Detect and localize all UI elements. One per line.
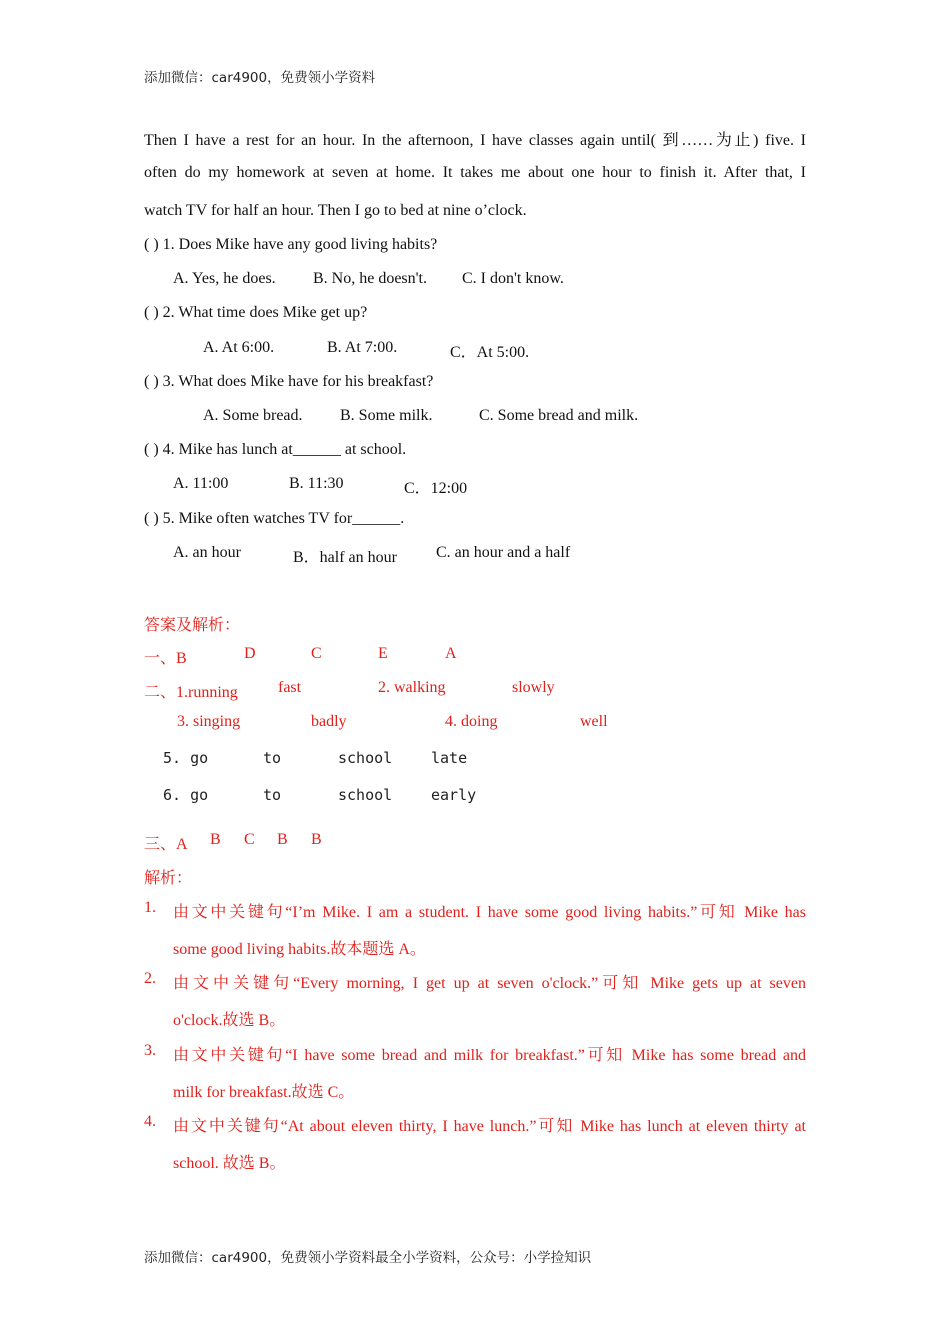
question-1-option-a: A. Yes, he does. xyxy=(173,270,276,287)
question-5-option-c: C. an hour and a half xyxy=(436,544,571,561)
answer-part1-label: 一、B xyxy=(144,650,187,667)
handwritten-answer-5: to xyxy=(263,749,282,767)
question-2-stem: ( ) 2. What time does Mike get up? xyxy=(144,304,368,321)
question-1-option-b: B. No, he doesn't. xyxy=(313,270,427,287)
answer-part1-item: A xyxy=(445,645,457,662)
analysis-4-line-1: 由文中关键句“At about eleven thirty, I have lunch.”可知 Mike has lunch at eleven thirty at xyxy=(173,1118,806,1135)
handwritten-answer-5: school xyxy=(338,749,393,767)
question-2-option-a: A. At 6:00. xyxy=(203,339,275,356)
question-4-stem: ( ) 4. Mike has lunch at______ at school. xyxy=(144,441,407,458)
analysis-1-number: 1. xyxy=(144,899,156,916)
question-1-option-c: C. I don't know. xyxy=(462,270,564,287)
handwritten-answer-5: late xyxy=(431,749,468,767)
question-4-option-b: B. 11:30 xyxy=(289,475,344,492)
page-footer: 添加微信：car4900，免费领小学资料最全小学资料，公众号：小学捡知识 xyxy=(144,1250,592,1266)
answer-part2-row1-item: 2. walking xyxy=(378,679,446,696)
answer-part2-row1-item: slowly xyxy=(512,679,555,696)
handwritten-answer-5: 5. go xyxy=(163,749,209,767)
question-3-option-b: B. Some milk. xyxy=(340,407,433,424)
handwritten-answer-6: to xyxy=(263,786,282,804)
answer-part2-row1-item: fast xyxy=(278,679,302,696)
answers-title: 答案及解析： xyxy=(144,617,241,634)
answer-part3-item: B xyxy=(210,831,221,848)
analysis-title: 解析： xyxy=(144,870,193,887)
question-3-option-a: A. Some bread. xyxy=(203,407,303,424)
passage-line-3: watch TV for half an hour. Then I go to bed at nine o’clock. xyxy=(144,202,527,219)
answer-part1-item: D xyxy=(244,645,256,662)
analysis-2-line-1: 由文中关键句“Every morning, I get up at seven o'clock.”可知 Mike gets up at seven xyxy=(173,975,806,992)
analysis-3-line-2: milk for breakfast.故选 C。 xyxy=(173,1084,355,1101)
answer-part3-label: 三、A xyxy=(144,836,188,853)
answer-part3-item: B xyxy=(277,831,288,848)
passage-line-1: Then I have a rest for an hour. In the afternoon, I have classes again until( 到……为止) five. I xyxy=(144,132,806,149)
answer-part3-item: B xyxy=(311,831,322,848)
analysis-4-number: 4. xyxy=(144,1113,156,1130)
analysis-2-number: 2. xyxy=(144,970,156,987)
handwritten-answer-6: 6. go xyxy=(163,786,209,804)
handwritten-answer-6: school xyxy=(338,786,393,804)
answer-part2-row2-item: badly xyxy=(311,713,347,730)
analysis-2-line-2: o'clock.故选 B。 xyxy=(173,1012,286,1029)
question-2-option-c: C．At 5:00. xyxy=(450,344,530,361)
question-3-option-c: C. Some bread and milk. xyxy=(479,407,639,424)
analysis-4-line-2: school. 故选 B。 xyxy=(173,1155,286,1172)
answer-part3-item: C xyxy=(244,831,255,848)
question-2-option-b: B. At 7:00. xyxy=(327,339,398,356)
page-header: 添加微信：car4900，免费领小学资料 xyxy=(144,70,376,86)
question-4-option-a: A. 11:00 xyxy=(173,475,229,492)
answer-part2-row2-item: well xyxy=(580,713,608,730)
answer-part2-row2-item: 4. doing xyxy=(445,713,498,730)
question-5-option-a: A. an hour xyxy=(173,544,241,561)
answer-part2-row1-item: 二、1.running xyxy=(144,684,238,701)
answer-part1-item: C xyxy=(311,645,322,662)
analysis-1-line-1: 由文中关键句“I’m Mike. I am a student. I have some good living habits.”可知 Mike has xyxy=(173,904,806,921)
answer-part2-row2-item: 3. singing xyxy=(177,713,241,730)
question-3-stem: ( ) 3. What does Mike have for his breakfast? xyxy=(144,373,434,390)
question-5-stem: ( ) 5. Mike often watches TV for______. xyxy=(144,510,405,527)
passage-line-2: often do my homework at seven at home. It takes me about one hour to finish it. After that, I xyxy=(144,164,806,181)
analysis-1-line-2: some good living habits.故本题选 A。 xyxy=(173,941,426,958)
answer-part1-item: E xyxy=(378,645,388,662)
question-5-option-b: B．half an hour xyxy=(293,549,397,566)
handwritten-answer-6: early xyxy=(431,786,477,804)
question-1-stem: ( ) 1. Does Mike have any good living habits? xyxy=(144,236,438,253)
analysis-3-number: 3. xyxy=(144,1042,156,1059)
question-4-option-c: C．12:00 xyxy=(404,480,468,497)
analysis-3-line-1: 由文中关键句“I have some bread and milk for breakfast.”可知 Mike has some bread and xyxy=(173,1047,806,1064)
